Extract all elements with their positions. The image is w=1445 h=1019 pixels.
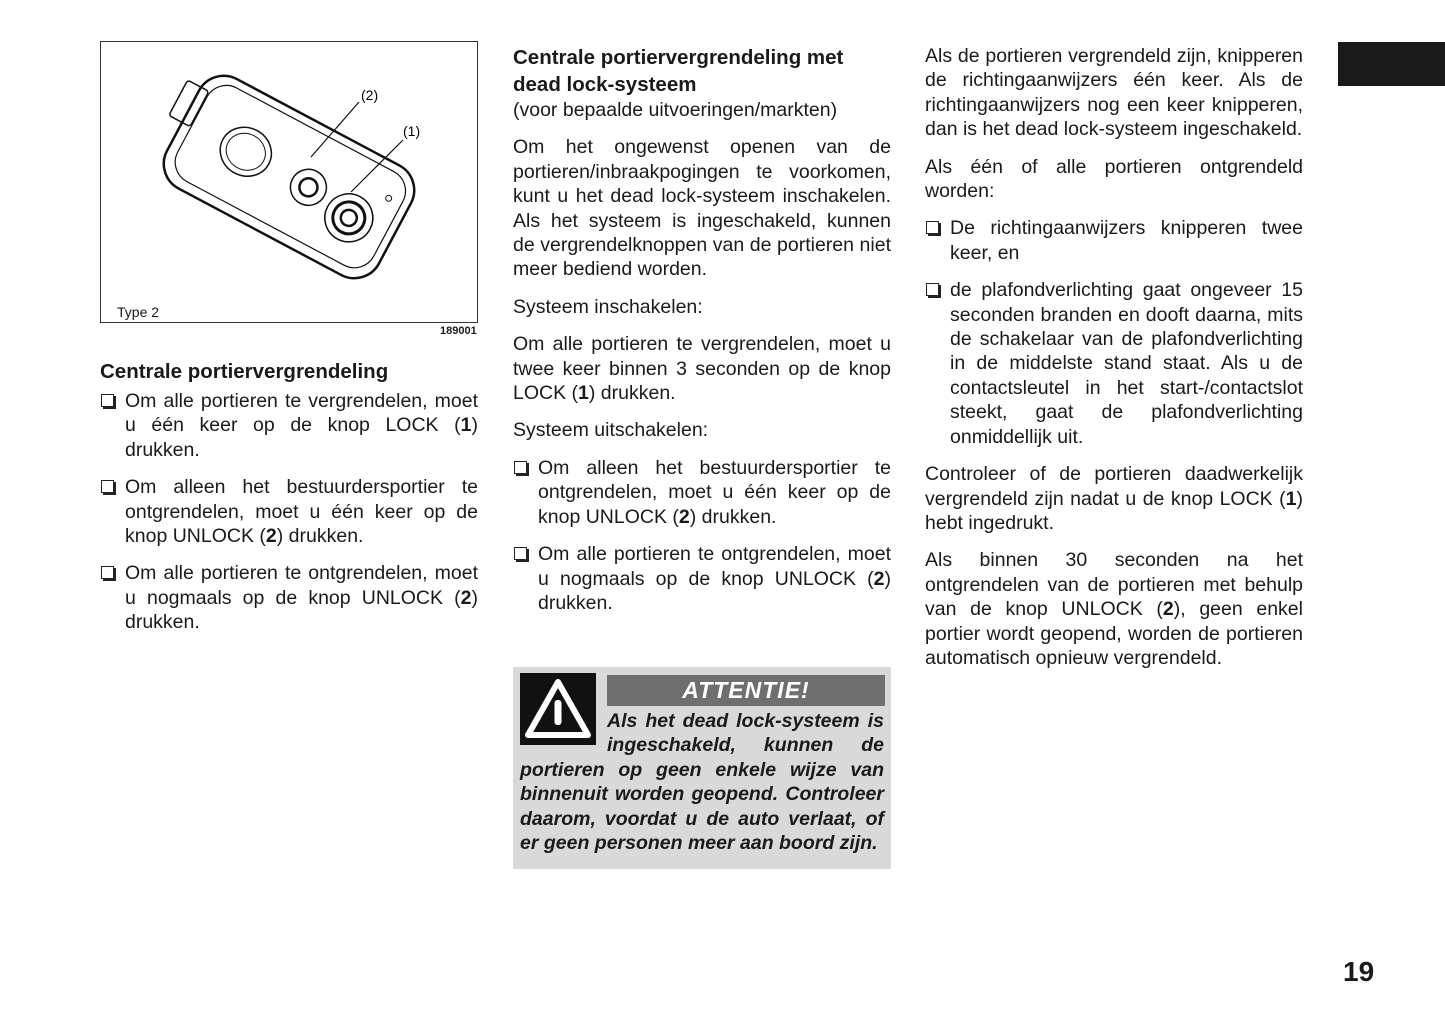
paragraph: Als één of alle portieren ontgrendeld worden: (925, 155, 1303, 203)
subheading: (voor bepaalde uitvoeringen/markten) (513, 99, 838, 121)
paragraph: Als binnen 30 seconden na het ontgrendelen van de portieren met behulp van de knop UNLOCK (2), geen enkel portier wordt geopend, worden de portieren automatisch opnieuw vergrendeld. (925, 549, 1303, 669)
checkbox-bullet-icon (101, 480, 114, 493)
callout-2: (2) (361, 87, 379, 103)
column-1 (100, 358, 478, 648)
key-fob-figure (100, 41, 478, 323)
enable-paragraph: Om alle portieren te vergrendelen, moet u twee keer binnen 3 seconden op de knop LOCK (1) drukken. (513, 333, 891, 405)
section-heading: Centrale portiervergrendeling (100, 360, 389, 383)
checkbox-bullet-icon (926, 221, 939, 234)
list-item: Om alleen het bestuurdersportier te ontgrendelen, moet u één keer op de knop UNLOCK (2) drukken. (513, 456, 891, 529)
list-item: De richtingaanwijzers knipperen twee keer, en (925, 216, 1303, 265)
page-number: 19 (1343, 956, 1375, 987)
list-item: Om alle portieren te ontgrendelen, moet u nogmaals op de knop UNLOCK (2) drukken. (100, 561, 478, 634)
figure-type-label: Type 2 (117, 304, 160, 320)
paragraph: Controleer of de portieren daadwerkelijk vergrendeld zijn nadat u de knop LOCK (1) hebt ingedrukt. (925, 463, 1303, 534)
checkbox-bullet-icon (101, 566, 114, 579)
column-2 (513, 44, 891, 628)
warning-box (513, 667, 891, 869)
checkbox-bullet-icon (101, 394, 114, 407)
list-item: Om alleen het bestuurdersportier te ontgrendelen, moet u één keer op de knop UNLOCK (2) drukken. (100, 475, 478, 548)
checkbox-bullet-icon (514, 461, 527, 474)
list-item: Om alle portieren te ontgrendelen, moet u nogmaals op de knop UNLOCK (2) drukken. (513, 542, 891, 615)
list-item: de plafondverlichting gaat ongeveer 15 seconden branden en dooft daarna, mits de schakelaar van de plafondverlichting in de middelste stand staat. Als u de contactsleutel in het start-/contactslot steekt, gaat de plafondverlichting onmiddellijk uit. (925, 278, 1303, 449)
checkbox-bullet-icon (514, 547, 527, 560)
section-tab-marker (1338, 42, 1445, 86)
paragraph: Als de portieren vergrendeld zijn, knipperen de richtingaanwijzers één keer. Als de richtingaanwijzers nog een keer knipperen, dan is het dead lock-systeem ingeschakeld. (925, 45, 1303, 141)
column-3 (925, 44, 1303, 683)
figure-number: 189001 (440, 325, 477, 337)
disable-label: Systeem uitschakelen: (513, 419, 709, 442)
checkbox-bullet-icon (926, 283, 939, 296)
warning-title: ATTENTIE! (607, 675, 885, 706)
warning-text: Als het dead lock-systeem is ingeschakeld, kunnen de portieren op geen enkele wijze van binnenuit worden geopend. Controleer daarom, voordat u de auto verlaat, of er geen personen meer aan boord zijn. (520, 710, 884, 855)
key-fob-illustration (101, 42, 477, 322)
section-heading: Centrale portiervergrendeling met dead lock-systeem (513, 46, 844, 96)
list-item: Om alle portieren te vergrendelen, moet u één keer op de knop LOCK (1) drukken. (100, 389, 478, 462)
callout-1: (1) (403, 123, 421, 139)
intro-paragraph: Om het ongewenst openen van de portieren/inbraakpogingen te voorkomen, kunt u het dead lock-systeem inschakelen. Als het systeem is ingeschakeld, kunnen de vergrendelknoppen van de portieren niet meer bediend worden. (513, 136, 891, 281)
enable-label: Systeem inschakelen: (513, 295, 703, 318)
